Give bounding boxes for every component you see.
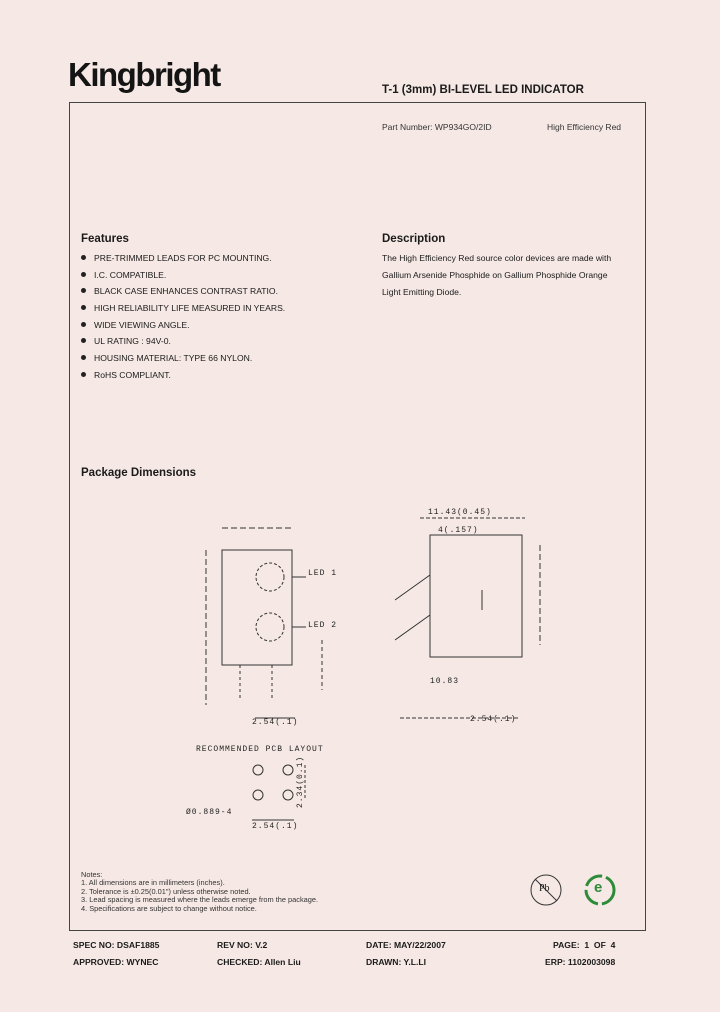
rohs-badge-text: e	[594, 879, 603, 896]
list-item: BLACK CASE ENHANCES CONTRAST RATIO.	[81, 285, 285, 302]
list-item: I.C. COMPATIBLE.	[81, 269, 285, 286]
notes	[81, 871, 318, 913]
pcb-layout-title: RECOMMENDED PCB LAYOUT	[196, 745, 324, 754]
list-item: WIDE VIEWING ANGLE.	[81, 319, 285, 336]
side-view-outline	[430, 535, 522, 657]
list-item: HIGH RELIABILITY LIFE MEASURED IN YEARS.	[81, 302, 285, 319]
note-line: 2. Tolerance is ±0.25(0.01") unless otherwise noted.	[81, 886, 251, 896]
part-number: Part Number: WP934GO/2ID	[382, 122, 492, 132]
description-line: Light Emitting Diode.	[382, 287, 462, 297]
description-line: Gallium Arsenide Phosphide on Gallium Phosphide Orange	[382, 270, 608, 280]
list-item: UL RATING : 94V-0.	[81, 335, 285, 352]
led-body-outline	[222, 550, 292, 665]
pcb-hole	[283, 790, 293, 800]
revision: REV NO: V.2	[217, 940, 268, 950]
approved-by: APPROVED: WYNEC	[73, 957, 159, 967]
dim-1083-label: 10.83	[430, 677, 460, 686]
list-item: HOUSING MATERIAL: TYPE 66 NYLON.	[81, 352, 285, 369]
dim-width-label: 11.43(0.45)	[428, 508, 492, 517]
pb-free-badge-text: Pb	[539, 883, 550, 894]
dim-4-label: 4(.157)	[438, 526, 479, 535]
note-line: 4. Specifications are subject to change without notice.	[81, 903, 257, 913]
notes-title: Notes:	[81, 870, 103, 879]
features-heading: Features	[81, 233, 129, 245]
dim-254-label: 2.54(.1)	[252, 718, 299, 727]
led1-label: LED 1	[308, 569, 338, 578]
page-number: PAGE: 1 OF 4	[553, 940, 616, 950]
checked-by: CHECKED: Allen Liu	[217, 957, 301, 967]
dim-254b-label: 2.54(.1)	[470, 715, 517, 724]
side-view-lead-b	[395, 615, 430, 640]
emitting-color: High Efficiency Red	[547, 122, 622, 132]
description-heading: Description	[382, 233, 446, 245]
spec-number: SPEC NO: DSAF1885	[73, 940, 160, 950]
side-view-lead-a	[395, 575, 430, 600]
erp-number: ERP: 1102003098	[545, 957, 616, 967]
kingbright-logo: Kingbright	[68, 56, 220, 93]
list-item: PRE-TRIMMED LEADS FOR PC MOUNTING.	[81, 252, 285, 269]
date: DATE: MAY/22/2007	[366, 940, 446, 950]
note-line: 3. Lead spacing is measured where the leads emerge from the package.	[81, 895, 319, 905]
pcb-hole	[283, 765, 293, 775]
document-title: T-1 (3mm) BI-LEVEL LED INDICATOR	[382, 84, 584, 96]
hole-diameter-label: Ø0.889-4	[186, 808, 233, 817]
pcb-hole	[253, 765, 263, 775]
note-line: 1. All dimensions are in millimeters (inches).	[81, 878, 225, 888]
description-line: The High Efficiency Red source color devices are made with	[382, 253, 612, 263]
led2-label: LED 2	[308, 621, 338, 630]
dim-234-label: 2.34(0.1)	[296, 755, 305, 808]
led2-lens	[256, 613, 284, 641]
list-item: RoHS COMPLIANT.	[81, 369, 285, 386]
pcb-hole	[253, 790, 263, 800]
drawn-by: DRAWN: Y.L.LI	[366, 957, 426, 967]
led1-lens	[256, 563, 284, 591]
pcb-spacing-label: 2.54(.1)	[252, 822, 299, 831]
package-dimensions-heading: Package Dimensions	[81, 467, 197, 479]
